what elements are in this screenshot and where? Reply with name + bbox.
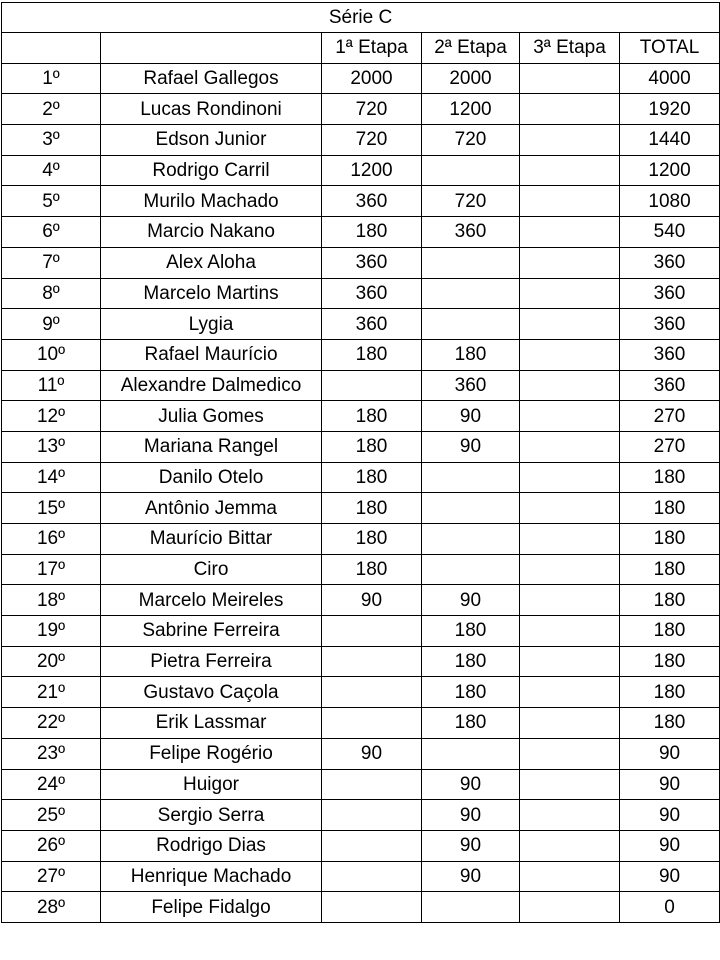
position-cell: 24º [2, 769, 101, 800]
position-cell: 11º [2, 370, 101, 401]
title-row [2, 3, 720, 33]
table-row [2, 94, 720, 125]
name-cell: Marcelo Martins [101, 278, 322, 309]
stage-3-cell [520, 186, 620, 217]
position-cell: 16º [2, 524, 101, 555]
position-cell: 2º [2, 94, 101, 125]
table-row [2, 708, 720, 739]
position-cell: 3º [2, 125, 101, 156]
total-cell: 90 [620, 769, 720, 800]
stage-2-cell [422, 309, 520, 340]
stage-1-cell: 180 [322, 401, 422, 432]
name-cell: Sabrine Ferreira [101, 616, 322, 647]
table-row [2, 738, 720, 769]
table-row [2, 63, 720, 94]
stage-3-cell [520, 431, 620, 462]
table-row [2, 309, 720, 340]
total-cell: 1920 [620, 94, 720, 125]
name-cell: Sergio Serra [101, 800, 322, 831]
stage-2-cell: 90 [422, 769, 520, 800]
stage-2-cell [422, 554, 520, 585]
total-cell: 90 [620, 830, 720, 861]
stage-2-cell: 360 [422, 217, 520, 248]
name-cell: Rodrigo Carril [101, 155, 322, 186]
name-cell: Alex Aloha [101, 247, 322, 278]
total-cell: 360 [620, 370, 720, 401]
table-row [2, 646, 720, 677]
name-cell: Lucas Rondinoni [101, 94, 322, 125]
stage-1-cell [322, 616, 422, 647]
header-name [101, 33, 322, 64]
stage-1-cell: 180 [322, 339, 422, 370]
stage-1-cell [322, 708, 422, 739]
total-cell: 360 [620, 339, 720, 370]
ranking-table-body [2, 3, 720, 923]
stage-3-cell [520, 708, 620, 739]
name-cell: Pietra Ferreira [101, 646, 322, 677]
stage-1-cell [322, 861, 422, 892]
table-row [2, 431, 720, 462]
table-row [2, 493, 720, 524]
position-cell: 6º [2, 217, 101, 248]
table-row [2, 892, 720, 923]
stage-3-cell [520, 247, 620, 278]
stage-2-cell: 2000 [422, 63, 520, 94]
stage-3-cell [520, 462, 620, 493]
stage-2-cell [422, 524, 520, 555]
total-cell: 540 [620, 217, 720, 248]
stage-1-cell [322, 830, 422, 861]
position-cell: 9º [2, 309, 101, 340]
total-cell: 180 [620, 677, 720, 708]
name-cell: Antônio Jemma [101, 493, 322, 524]
position-cell: 14º [2, 462, 101, 493]
stage-1-cell: 180 [322, 462, 422, 493]
stage-2-cell: 180 [422, 708, 520, 739]
stage-2-cell: 180 [422, 339, 520, 370]
stage-2-cell [422, 892, 520, 923]
stage-1-cell: 180 [322, 493, 422, 524]
name-cell: Danilo Otelo [101, 462, 322, 493]
name-cell: Maurício Bittar [101, 524, 322, 555]
table-row [2, 217, 720, 248]
stage-3-cell [520, 892, 620, 923]
table-row [2, 830, 720, 861]
stage-3-cell [520, 800, 620, 831]
name-cell: Marcio Nakano [101, 217, 322, 248]
position-cell: 1º [2, 63, 101, 94]
table-row [2, 800, 720, 831]
total-cell: 270 [620, 401, 720, 432]
stage-2-cell: 180 [422, 616, 520, 647]
stage-2-cell [422, 278, 520, 309]
stage-3-cell [520, 616, 620, 647]
stage-3-cell [520, 217, 620, 248]
name-cell: Felipe Rogério [101, 738, 322, 769]
stage-1-cell: 2000 [322, 63, 422, 94]
name-cell: Murilo Machado [101, 186, 322, 217]
name-cell: Julia Gomes [101, 401, 322, 432]
name-cell: Mariana Rangel [101, 431, 322, 462]
table-row [2, 616, 720, 647]
stage-2-cell: 360 [422, 370, 520, 401]
table-row [2, 769, 720, 800]
position-cell: 13º [2, 431, 101, 462]
stage-2-cell: 180 [422, 677, 520, 708]
table-row [2, 462, 720, 493]
position-cell: 25º [2, 800, 101, 831]
stage-1-cell [322, 677, 422, 708]
name-cell: Huigor [101, 769, 322, 800]
position-cell: 19º [2, 616, 101, 647]
stage-3-cell [520, 677, 620, 708]
total-cell: 360 [620, 247, 720, 278]
table-row [2, 370, 720, 401]
stage-3-cell [520, 339, 620, 370]
total-cell: 180 [620, 554, 720, 585]
stage-1-cell: 360 [322, 186, 422, 217]
total-cell: 180 [620, 524, 720, 555]
stage-3-cell [520, 278, 620, 309]
stage-1-cell: 180 [322, 524, 422, 555]
stage-2-cell: 90 [422, 431, 520, 462]
name-cell: Edson Junior [101, 125, 322, 156]
header-stage-2: 2ª Etapa [422, 33, 520, 64]
stage-3-cell [520, 493, 620, 524]
stage-1-cell: 360 [322, 278, 422, 309]
stage-1-cell [322, 892, 422, 923]
total-cell: 1440 [620, 125, 720, 156]
total-cell: 180 [620, 616, 720, 647]
header-total: TOTAL [620, 33, 720, 64]
table-row [2, 339, 720, 370]
table-row [2, 155, 720, 186]
stage-2-cell [422, 493, 520, 524]
stage-1-cell: 360 [322, 309, 422, 340]
table-row [2, 677, 720, 708]
total-cell: 1080 [620, 186, 720, 217]
table-title: Série C [2, 3, 720, 33]
header-stage-1: 1ª Etapa [322, 33, 422, 64]
table-row [2, 554, 720, 585]
stage-3-cell [520, 309, 620, 340]
total-cell: 180 [620, 493, 720, 524]
stage-2-cell: 1200 [422, 94, 520, 125]
total-cell: 4000 [620, 63, 720, 94]
position-cell: 23º [2, 738, 101, 769]
total-cell: 180 [620, 646, 720, 677]
name-cell: Gustavo Caçola [101, 677, 322, 708]
stage-3-cell [520, 524, 620, 555]
stage-2-cell: 720 [422, 186, 520, 217]
position-cell: 18º [2, 585, 101, 616]
position-cell: 4º [2, 155, 101, 186]
position-cell: 27º [2, 861, 101, 892]
stage-3-cell [520, 94, 620, 125]
stage-1-cell: 720 [322, 94, 422, 125]
stage-2-cell [422, 247, 520, 278]
table-row [2, 125, 720, 156]
stage-1-cell [322, 370, 422, 401]
stage-2-cell: 180 [422, 646, 520, 677]
stage-1-cell: 180 [322, 554, 422, 585]
stage-2-cell [422, 738, 520, 769]
total-cell: 90 [620, 738, 720, 769]
name-cell: Henrique Machado [101, 861, 322, 892]
header-position [2, 33, 101, 64]
position-cell: 22º [2, 708, 101, 739]
stage-3-cell [520, 861, 620, 892]
name-cell: Felipe Fidalgo [101, 892, 322, 923]
position-cell: 15º [2, 493, 101, 524]
name-cell: Erik Lassmar [101, 708, 322, 739]
table-row [2, 278, 720, 309]
position-cell: 21º [2, 677, 101, 708]
position-cell: 20º [2, 646, 101, 677]
stage-3-cell [520, 155, 620, 186]
stage-2-cell: 90 [422, 800, 520, 831]
total-cell: 90 [620, 800, 720, 831]
name-cell: Rafael Maurício [101, 339, 322, 370]
stage-2-cell: 90 [422, 830, 520, 861]
position-cell: 12º [2, 401, 101, 432]
table-row [2, 861, 720, 892]
table-row [2, 585, 720, 616]
position-cell: 7º [2, 247, 101, 278]
name-cell: Rafael Gallegos [101, 63, 322, 94]
stage-1-cell: 720 [322, 125, 422, 156]
position-cell: 28º [2, 892, 101, 923]
stage-2-cell: 720 [422, 125, 520, 156]
stage-3-cell [520, 585, 620, 616]
name-cell: Alexandre Dalmedico [101, 370, 322, 401]
position-cell: 26º [2, 830, 101, 861]
name-cell: Lygia [101, 309, 322, 340]
stage-3-cell [520, 830, 620, 861]
total-cell: 180 [620, 708, 720, 739]
position-cell: 5º [2, 186, 101, 217]
total-cell: 180 [620, 585, 720, 616]
position-cell: 8º [2, 278, 101, 309]
stage-1-cell: 90 [322, 585, 422, 616]
position-cell: 10º [2, 339, 101, 370]
table-row [2, 247, 720, 278]
header-stage-3: 3ª Etapa [520, 33, 620, 64]
stage-3-cell [520, 370, 620, 401]
stage-3-cell [520, 125, 620, 156]
stage-1-cell: 360 [322, 247, 422, 278]
stage-3-cell [520, 769, 620, 800]
stage-2-cell: 90 [422, 861, 520, 892]
total-cell: 0 [620, 892, 720, 923]
ranking-table [1, 2, 720, 923]
position-cell: 17º [2, 554, 101, 585]
name-cell: Rodrigo Dias [101, 830, 322, 861]
stage-3-cell [520, 646, 620, 677]
header-row [2, 33, 720, 64]
stage-1-cell [322, 646, 422, 677]
stage-1-cell: 90 [322, 738, 422, 769]
table-row [2, 524, 720, 555]
total-cell: 180 [620, 462, 720, 493]
name-cell: Ciro [101, 554, 322, 585]
stage-2-cell [422, 155, 520, 186]
stage-2-cell: 90 [422, 585, 520, 616]
stage-3-cell [520, 63, 620, 94]
stage-3-cell [520, 738, 620, 769]
table-row [2, 401, 720, 432]
stage-1-cell [322, 800, 422, 831]
stage-2-cell: 90 [422, 401, 520, 432]
total-cell: 360 [620, 278, 720, 309]
table-row [2, 186, 720, 217]
total-cell: 270 [620, 431, 720, 462]
total-cell: 1200 [620, 155, 720, 186]
stage-3-cell [520, 554, 620, 585]
stage-1-cell: 180 [322, 217, 422, 248]
name-cell: Marcelo Meireles [101, 585, 322, 616]
total-cell: 90 [620, 861, 720, 892]
stage-1-cell: 1200 [322, 155, 422, 186]
stage-3-cell [520, 401, 620, 432]
stage-1-cell: 180 [322, 431, 422, 462]
total-cell: 360 [620, 309, 720, 340]
stage-1-cell [322, 769, 422, 800]
stage-2-cell [422, 462, 520, 493]
